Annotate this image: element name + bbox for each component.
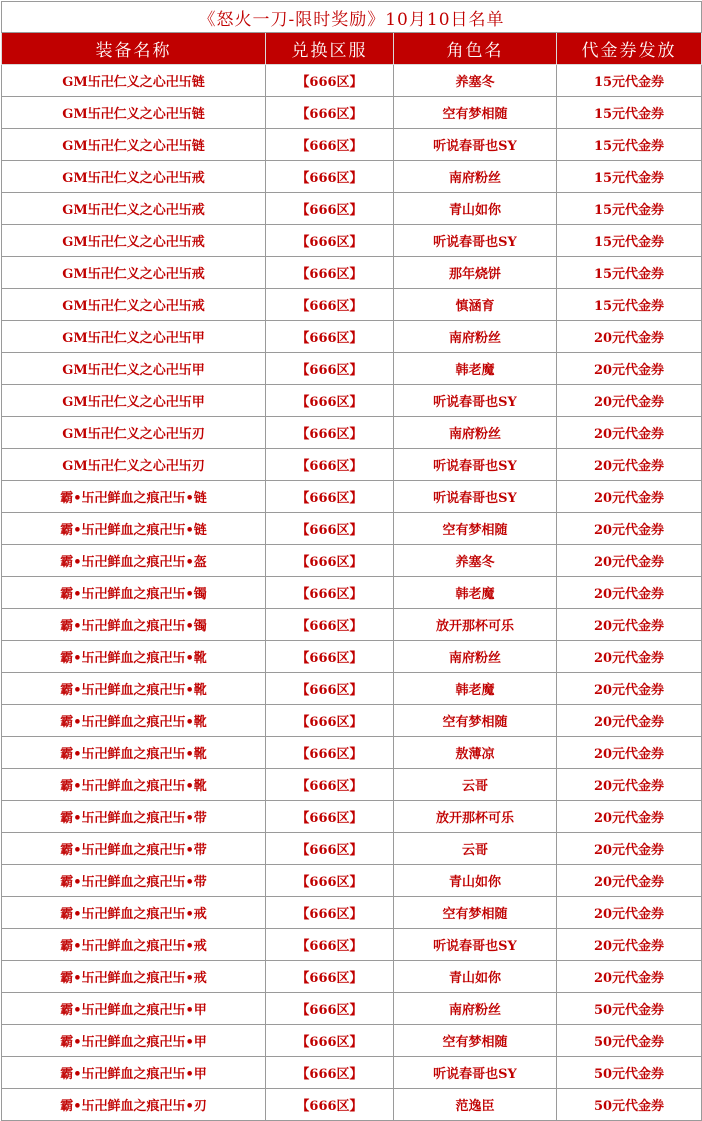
table-row bbox=[2, 801, 702, 833]
cell-server: 【666区】 bbox=[266, 257, 394, 289]
table-row bbox=[2, 417, 702, 449]
cell-role: 听说春哥也SY bbox=[394, 481, 557, 513]
cell-voucher: 15元代金券 bbox=[557, 97, 702, 129]
cell-role: 空有梦相随 bbox=[394, 705, 557, 737]
cell-equipment: 霸•卐卍鲜血之痕卍卐•镯 bbox=[2, 577, 266, 609]
table-row bbox=[2, 577, 702, 609]
table-row bbox=[2, 993, 702, 1025]
cell-server: 【666区】 bbox=[266, 705, 394, 737]
cell-equipment: 霸•卐卍鲜血之痕卍卐•刃 bbox=[2, 1089, 266, 1121]
cell-server: 【666区】 bbox=[266, 513, 394, 545]
table-row bbox=[2, 97, 702, 129]
cell-role: 听说春哥也SY bbox=[394, 1057, 557, 1089]
cell-equipment: 霸•卐卍鲜血之痕卍卐•链 bbox=[2, 513, 266, 545]
cell-role: 慎涵育 bbox=[394, 289, 557, 321]
cell-role: 听说春哥也SY bbox=[394, 929, 557, 961]
cell-server: 【666区】 bbox=[266, 129, 394, 161]
cell-role: 放开那杯可乐 bbox=[394, 801, 557, 833]
cell-role: 青山如你 bbox=[394, 193, 557, 225]
cell-voucher: 20元代金券 bbox=[557, 641, 702, 673]
cell-server: 【666区】 bbox=[266, 1089, 394, 1121]
cell-role: 青山如你 bbox=[394, 865, 557, 897]
cell-voucher: 15元代金券 bbox=[557, 65, 702, 97]
reward-list-table bbox=[1, 1, 702, 1121]
cell-voucher: 20元代金券 bbox=[557, 865, 702, 897]
cell-server: 【666区】 bbox=[266, 1057, 394, 1089]
table-row bbox=[2, 673, 702, 705]
table-row bbox=[2, 481, 702, 513]
cell-voucher: 20元代金券 bbox=[557, 481, 702, 513]
cell-equipment: GM卐卍仁义之心卍卐甲 bbox=[2, 385, 266, 417]
table-row bbox=[2, 545, 702, 577]
cell-equipment: 霸•卐卍鲜血之痕卍卐•戒 bbox=[2, 897, 266, 929]
cell-role: 韩老魔 bbox=[394, 353, 557, 385]
cell-voucher: 20元代金券 bbox=[557, 705, 702, 737]
cell-role: 韩老魔 bbox=[394, 673, 557, 705]
cell-server: 【666区】 bbox=[266, 65, 394, 97]
cell-equipment: 霸•卐卍鲜血之痕卍卐•甲 bbox=[2, 993, 266, 1025]
cell-server: 【666区】 bbox=[266, 961, 394, 993]
cell-equipment: GM卐卍仁义之心卍卐戒 bbox=[2, 193, 266, 225]
cell-server: 【666区】 bbox=[266, 641, 394, 673]
cell-voucher: 20元代金券 bbox=[557, 673, 702, 705]
cell-server: 【666区】 bbox=[266, 353, 394, 385]
cell-equipment: GM卐卍仁义之心卍卐链 bbox=[2, 65, 266, 97]
cell-role: 青山如你 bbox=[394, 961, 557, 993]
cell-equipment: 霸•卐卍鲜血之痕卍卐•镯 bbox=[2, 609, 266, 641]
cell-equipment: GM卐卍仁义之心卍卐戒 bbox=[2, 225, 266, 257]
table-row bbox=[2, 193, 702, 225]
cell-server: 【666区】 bbox=[266, 1025, 394, 1057]
cell-equipment: GM卐卍仁义之心卍卐刃 bbox=[2, 449, 266, 481]
cell-equipment: GM卐卍仁义之心卍卐戒 bbox=[2, 161, 266, 193]
cell-equipment: GM卐卍仁义之心卍卐链 bbox=[2, 97, 266, 129]
cell-equipment: GM卐卍仁义之心卍卐戒 bbox=[2, 257, 266, 289]
cell-voucher: 50元代金券 bbox=[557, 1057, 702, 1089]
cell-role: 韩老魔 bbox=[394, 577, 557, 609]
cell-server: 【666区】 bbox=[266, 577, 394, 609]
table-row bbox=[2, 513, 702, 545]
cell-role: 听说春哥也SY bbox=[394, 225, 557, 257]
cell-voucher: 20元代金券 bbox=[557, 321, 702, 353]
cell-server: 【666区】 bbox=[266, 769, 394, 801]
table-row bbox=[2, 929, 702, 961]
table-row bbox=[2, 1025, 702, 1057]
cell-voucher: 50元代金券 bbox=[557, 1025, 702, 1057]
cell-server: 【666区】 bbox=[266, 737, 394, 769]
cell-voucher: 20元代金券 bbox=[557, 833, 702, 865]
cell-voucher: 20元代金券 bbox=[557, 929, 702, 961]
cell-voucher: 20元代金券 bbox=[557, 961, 702, 993]
cell-server: 【666区】 bbox=[266, 225, 394, 257]
cell-role: 敖薄凉 bbox=[394, 737, 557, 769]
cell-equipment: GM卐卍仁义之心卍卐甲 bbox=[2, 321, 266, 353]
cell-equipment: GM卐卍仁义之心卍卐刃 bbox=[2, 417, 266, 449]
cell-role: 空有梦相随 bbox=[394, 897, 557, 929]
table-row bbox=[2, 321, 702, 353]
cell-voucher: 15元代金券 bbox=[557, 289, 702, 321]
table-row bbox=[2, 129, 702, 161]
cell-role: 南府粉丝 bbox=[394, 417, 557, 449]
cell-server: 【666区】 bbox=[266, 289, 394, 321]
cell-voucher: 20元代金券 bbox=[557, 609, 702, 641]
cell-role: 放开那杯可乐 bbox=[394, 609, 557, 641]
cell-role: 听说春哥也SY bbox=[394, 385, 557, 417]
cell-equipment: 霸•卐卍鲜血之痕卍卐•链 bbox=[2, 481, 266, 513]
cell-voucher: 20元代金券 bbox=[557, 385, 702, 417]
cell-equipment: 霸•卐卍鲜血之痕卍卐•盔 bbox=[2, 545, 266, 577]
cell-voucher: 50元代金券 bbox=[557, 1089, 702, 1121]
cell-voucher: 15元代金券 bbox=[557, 225, 702, 257]
cell-server: 【666区】 bbox=[266, 449, 394, 481]
table-row bbox=[2, 353, 702, 385]
cell-role: 云哥 bbox=[394, 833, 557, 865]
cell-equipment: 霸•卐卍鲜血之痕卍卐•靴 bbox=[2, 769, 266, 801]
table-row bbox=[2, 385, 702, 417]
cell-voucher: 20元代金券 bbox=[557, 545, 702, 577]
cell-role: 空有梦相随 bbox=[394, 513, 557, 545]
cell-equipment: 霸•卐卍鲜血之痕卍卐•带 bbox=[2, 833, 266, 865]
cell-voucher: 20元代金券 bbox=[557, 417, 702, 449]
table-row bbox=[2, 737, 702, 769]
cell-role: 范逸臣 bbox=[394, 1089, 557, 1121]
header-role: 角色名 bbox=[394, 33, 557, 65]
cell-voucher: 20元代金券 bbox=[557, 801, 702, 833]
cell-equipment: 霸•卐卍鲜血之痕卍卐•靴 bbox=[2, 641, 266, 673]
cell-role: 南府粉丝 bbox=[394, 993, 557, 1025]
cell-role: 那年烧饼 bbox=[394, 257, 557, 289]
cell-role: 养塞冬 bbox=[394, 65, 557, 97]
cell-role: 南府粉丝 bbox=[394, 161, 557, 193]
cell-role: 云哥 bbox=[394, 769, 557, 801]
header-row bbox=[2, 33, 702, 65]
table-row bbox=[2, 609, 702, 641]
cell-equipment: 霸•卐卍鲜血之痕卍卐•戒 bbox=[2, 929, 266, 961]
cell-voucher: 20元代金券 bbox=[557, 449, 702, 481]
cell-role: 听说春哥也SY bbox=[394, 129, 557, 161]
header-equipment: 装备名称 bbox=[2, 33, 266, 65]
cell-voucher: 20元代金券 bbox=[557, 897, 702, 929]
cell-voucher: 50元代金券 bbox=[557, 993, 702, 1025]
cell-server: 【666区】 bbox=[266, 929, 394, 961]
cell-server: 【666区】 bbox=[266, 609, 394, 641]
cell-server: 【666区】 bbox=[266, 993, 394, 1025]
cell-voucher: 20元代金券 bbox=[557, 513, 702, 545]
cell-voucher: 15元代金券 bbox=[557, 129, 702, 161]
cell-server: 【666区】 bbox=[266, 833, 394, 865]
header-server: 兑换区服 bbox=[266, 33, 394, 65]
cell-server: 【666区】 bbox=[266, 865, 394, 897]
table-row bbox=[2, 289, 702, 321]
cell-server: 【666区】 bbox=[266, 385, 394, 417]
cell-equipment: 霸•卐卍鲜血之痕卍卐•靴 bbox=[2, 673, 266, 705]
table-row bbox=[2, 865, 702, 897]
cell-voucher: 20元代金券 bbox=[557, 577, 702, 609]
cell-voucher: 15元代金券 bbox=[557, 161, 702, 193]
cell-server: 【666区】 bbox=[266, 897, 394, 929]
cell-voucher: 20元代金券 bbox=[557, 737, 702, 769]
cell-equipment: 霸•卐卍鲜血之痕卍卐•带 bbox=[2, 865, 266, 897]
cell-server: 【666区】 bbox=[266, 193, 394, 225]
cell-role: 南府粉丝 bbox=[394, 321, 557, 353]
table-row bbox=[2, 705, 702, 737]
cell-server: 【666区】 bbox=[266, 417, 394, 449]
cell-equipment: 霸•卐卍鲜血之痕卍卐•带 bbox=[2, 801, 266, 833]
cell-server: 【666区】 bbox=[266, 321, 394, 353]
table-row bbox=[2, 161, 702, 193]
cell-equipment: 霸•卐卍鲜血之痕卍卐•靴 bbox=[2, 737, 266, 769]
cell-equipment: GM卐卍仁义之心卍卐甲 bbox=[2, 353, 266, 385]
table-row bbox=[2, 833, 702, 865]
table-row bbox=[2, 769, 702, 801]
cell-server: 【666区】 bbox=[266, 481, 394, 513]
header-voucher: 代金券发放 bbox=[557, 33, 702, 65]
cell-role: 南府粉丝 bbox=[394, 641, 557, 673]
cell-equipment: GM卐卍仁义之心卍卐链 bbox=[2, 129, 266, 161]
cell-voucher: 20元代金券 bbox=[557, 769, 702, 801]
cell-server: 【666区】 bbox=[266, 673, 394, 705]
cell-voucher: 15元代金券 bbox=[557, 257, 702, 289]
cell-voucher: 15元代金券 bbox=[557, 193, 702, 225]
cell-equipment: 霸•卐卍鲜血之痕卍卐•甲 bbox=[2, 1057, 266, 1089]
cell-role: 听说春哥也SY bbox=[394, 449, 557, 481]
title-row bbox=[2, 2, 702, 33]
cell-equipment: 霸•卐卍鲜血之痕卍卐•戒 bbox=[2, 961, 266, 993]
cell-server: 【666区】 bbox=[266, 97, 394, 129]
page-title: 《怒火一刀-限时奖励》10月10日名单 bbox=[2, 2, 702, 33]
table-row bbox=[2, 1057, 702, 1089]
table-row bbox=[2, 961, 702, 993]
table-row bbox=[2, 641, 702, 673]
table-row bbox=[2, 1089, 702, 1121]
cell-equipment: GM卐卍仁义之心卍卐戒 bbox=[2, 289, 266, 321]
table-row bbox=[2, 65, 702, 97]
cell-equipment: 霸•卐卍鲜血之痕卍卐•靴 bbox=[2, 705, 266, 737]
cell-role: 养塞冬 bbox=[394, 545, 557, 577]
cell-equipment: 霸•卐卍鲜血之痕卍卐•甲 bbox=[2, 1025, 266, 1057]
table-row bbox=[2, 257, 702, 289]
table-row bbox=[2, 897, 702, 929]
cell-server: 【666区】 bbox=[266, 545, 394, 577]
cell-role: 空有梦相随 bbox=[394, 1025, 557, 1057]
cell-voucher: 20元代金券 bbox=[557, 353, 702, 385]
table-body bbox=[2, 65, 702, 1121]
cell-server: 【666区】 bbox=[266, 801, 394, 833]
table-row bbox=[2, 225, 702, 257]
table-row bbox=[2, 449, 702, 481]
cell-server: 【666区】 bbox=[266, 161, 394, 193]
cell-role: 空有梦相随 bbox=[394, 97, 557, 129]
